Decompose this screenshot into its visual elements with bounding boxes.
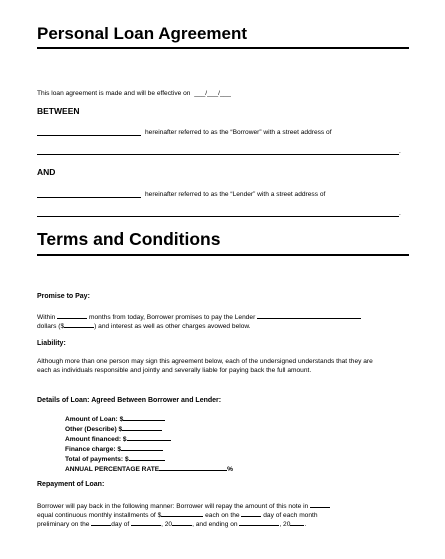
promise-line-2 [37, 321, 251, 331]
repayment-text-3b: day of [111, 521, 130, 528]
intro-line [37, 89, 231, 98]
terms-heading: Terms and Conditions [37, 229, 221, 249]
between-heading: BETWEEN [37, 106, 80, 116]
apr-percent: % [227, 466, 234, 473]
installments-count-field[interactable] [310, 501, 330, 508]
repayment-line-3 [37, 519, 306, 529]
repayment-text-3a: preliminary on the [37, 521, 90, 528]
repayment-text-2c: day of each month [263, 512, 318, 519]
repayment-heading: Repayment of Loan: [37, 481, 105, 488]
payment-day-field[interactable] [241, 510, 261, 517]
repayment-text-3c: , 20 [161, 521, 173, 528]
lender-address-field[interactable] [37, 216, 399, 217]
detail-row [65, 464, 233, 474]
promise-dollars-text: dollars ($ [37, 323, 65, 330]
detail-row [65, 424, 162, 434]
total-of-payments-label: Total of payments: $ [65, 456, 129, 463]
promise-within-text: Within [37, 314, 56, 321]
promise-heading: Promise to Pay: [37, 293, 90, 300]
end-year-field[interactable] [290, 519, 307, 528]
details-heading: Details of Loan: Agreed Between Borrower and Lender: [37, 397, 222, 404]
start-month-field[interactable] [131, 519, 161, 526]
and-heading: AND [37, 167, 56, 177]
detail-row [65, 434, 171, 444]
finance-charge-label: Finance charge: $ [65, 446, 122, 453]
dollars-amount-field[interactable] [64, 321, 94, 328]
start-day-field[interactable] [91, 519, 111, 526]
liability-text: Although more than one person may sign this agreement below, each of the undersigned understands that they are each as individuals responsible and jointly and severally liable for paying back the full amount. [37, 358, 373, 375]
repayment-text-2a: equal continuous monthly installments of $ [37, 512, 162, 519]
borrower-name-field[interactable] [37, 135, 141, 136]
finance-charge-field[interactable] [121, 444, 163, 451]
apr-field[interactable] [159, 464, 227, 471]
page-title: Personal Loan Agreement [37, 24, 248, 43]
amount-financed-field[interactable] [127, 434, 171, 441]
borrower-address-field[interactable] [37, 154, 399, 155]
repayment-text-3e: , 20 [279, 521, 291, 528]
months-field[interactable] [57, 312, 87, 319]
effective-date-blank[interactable]: ___/___/___ [194, 90, 231, 97]
lender-text: hereinafter referred to as the “Lender” with a street address of [145, 191, 326, 198]
repayment-text-1: Borrower will pay back in the following manner: Borrower will repay the amount of this note in [37, 503, 309, 510]
liability-heading: Liability: [37, 340, 66, 347]
amount-financed-label: Amount financed: $ [65, 436, 127, 443]
apr-label: ANNUAL PERCENTAGE RATE [65, 466, 160, 473]
repayment-text-3f: . [304, 521, 307, 528]
repayment-text-3d: , and ending on [192, 521, 238, 528]
total-of-payments-field[interactable] [129, 454, 165, 461]
amount-words-field[interactable] [257, 312, 361, 319]
promise-months-text: months from today, Borrower promises to pay the Lender [89, 314, 256, 321]
lender-address-period: . [399, 210, 401, 217]
other-describe-label: Other (Describe) $ [65, 426, 123, 433]
repayment-text-2b: each on the [205, 512, 240, 519]
borrower-address-period: . [399, 148, 401, 155]
detail-row [65, 454, 165, 464]
title-rule [37, 47, 409, 49]
lender-name-field[interactable] [37, 197, 141, 198]
detail-row [65, 444, 163, 454]
amount-of-loan-label: Amount of Loan: $ [65, 416, 124, 423]
installment-amount-field[interactable] [161, 510, 203, 517]
detail-row [65, 414, 165, 424]
promise-interest-text: ) and interest as well as other charges avowed below. [94, 323, 251, 330]
end-date-field[interactable] [239, 519, 279, 526]
amount-of-loan-field[interactable] [123, 414, 165, 421]
terms-rule [37, 254, 409, 256]
intro-text: This loan agreement is made and will be effective on [37, 90, 191, 97]
other-describe-field[interactable] [122, 424, 162, 431]
borrower-text: hereinafter referred to as the “Borrower” with a street address of [145, 129, 332, 136]
start-year-field[interactable] [172, 519, 192, 526]
